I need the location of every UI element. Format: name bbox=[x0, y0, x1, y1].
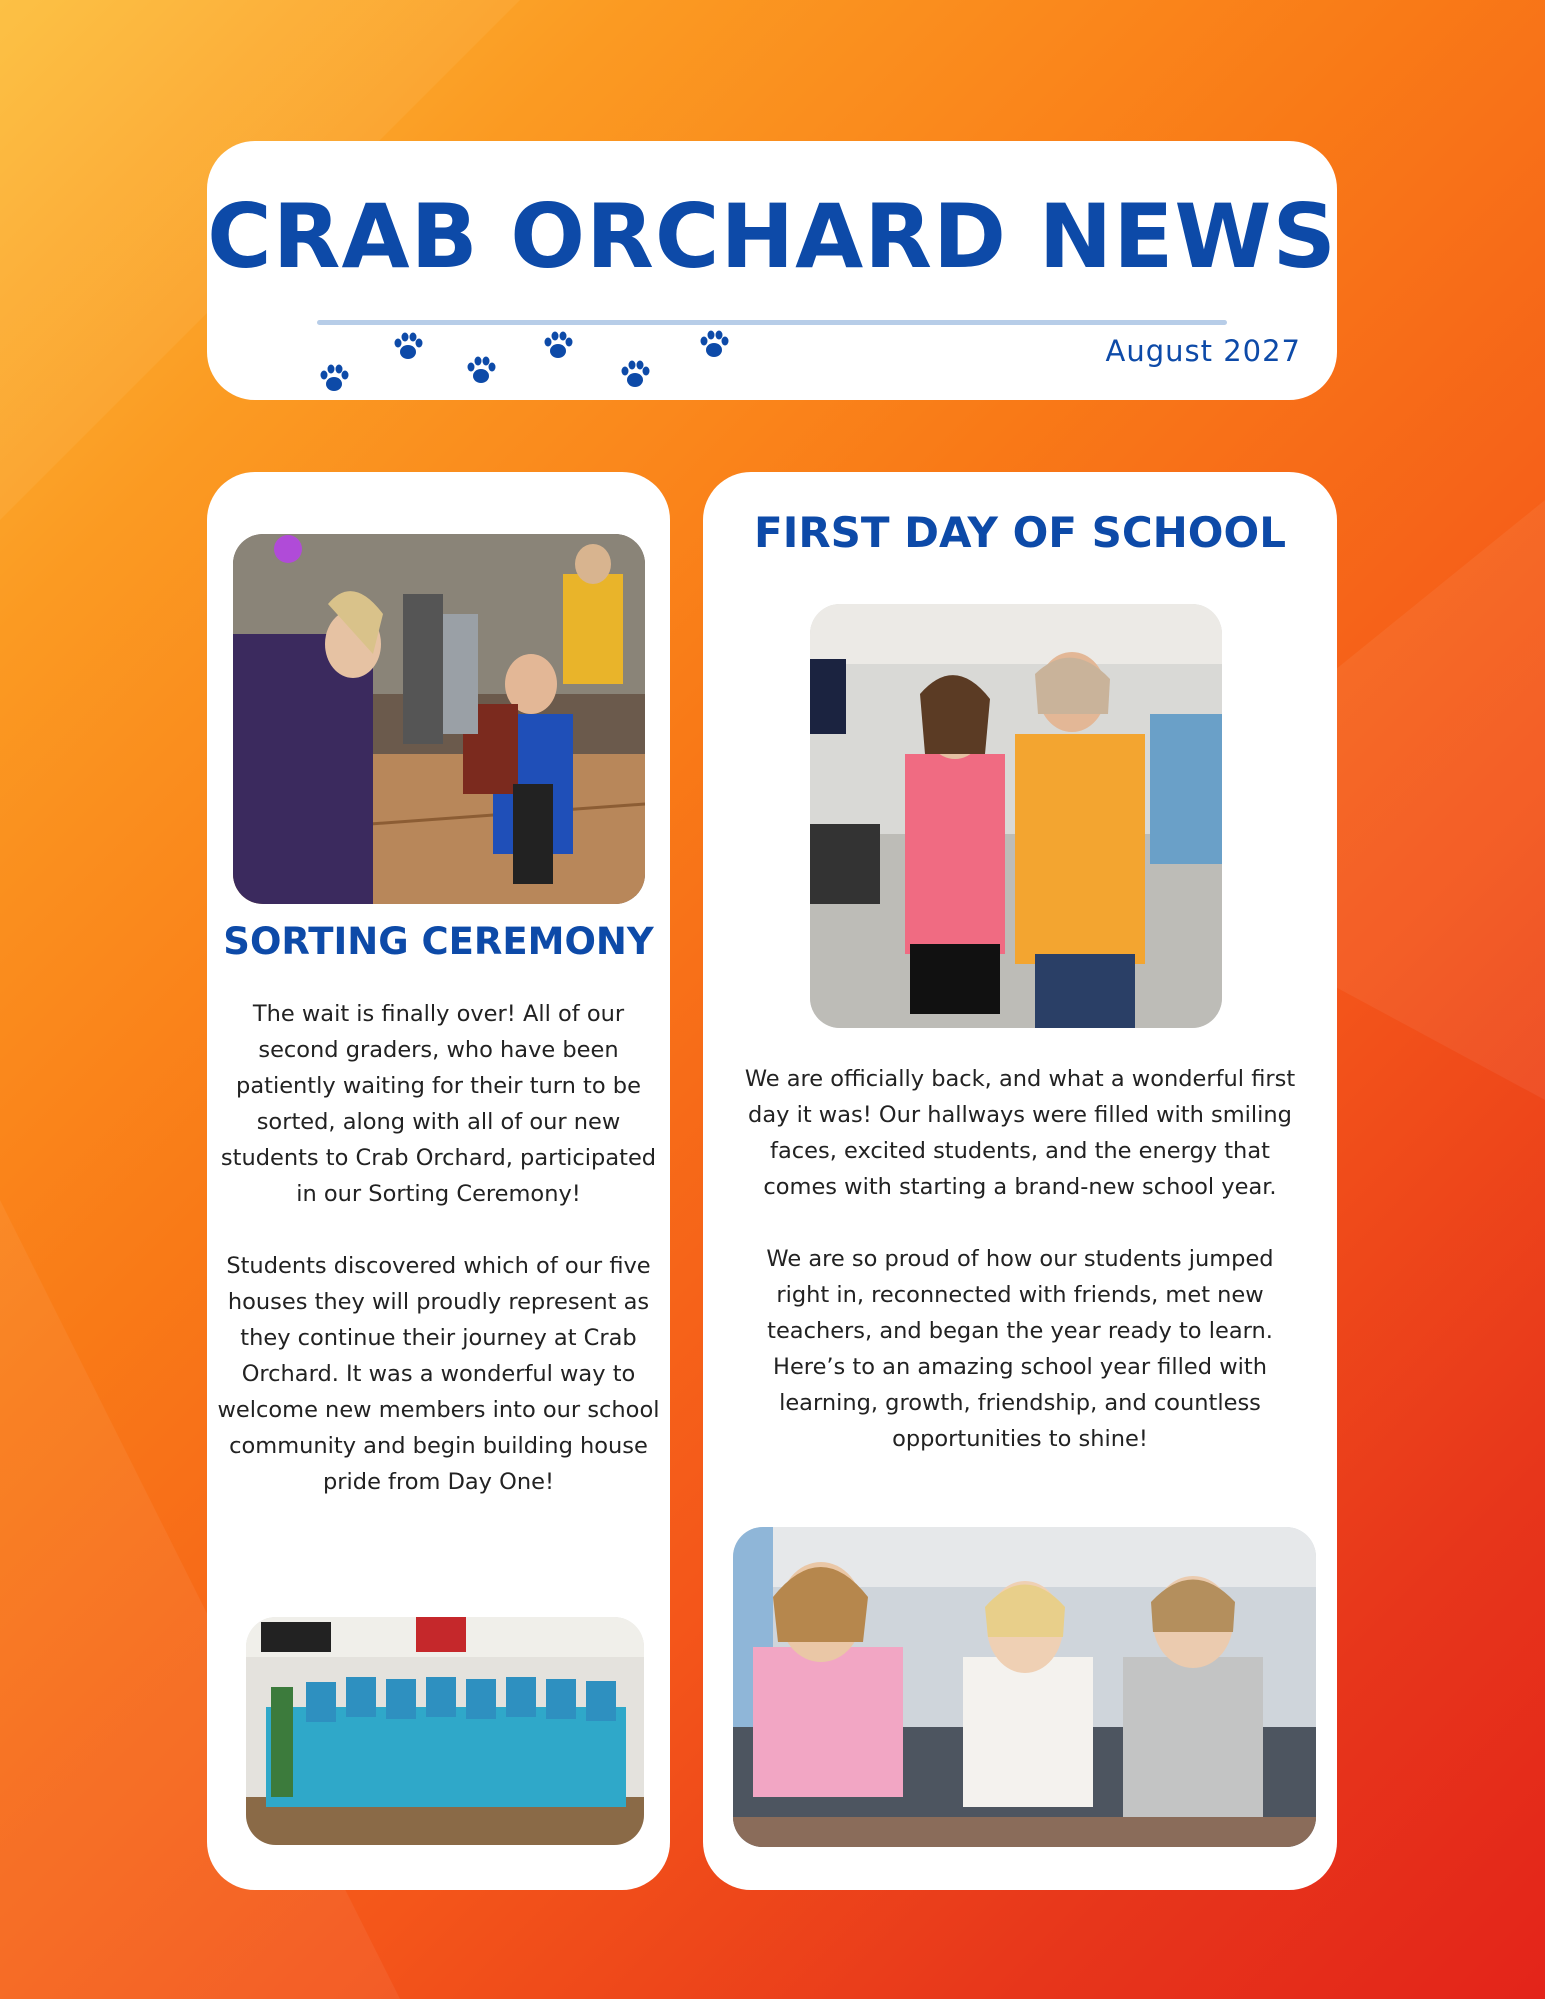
paragraph: We are so proud of how our students jumped right in, reconnected with friends, met new teachers, and began the year ready to learn. Here’s to an amazing school year filled with learning, growth, friendship, and countless opportunities to shine! bbox=[766, 1246, 1274, 1452]
sorting-ceremony-card bbox=[207, 472, 670, 1890]
section-heading-sorting-ceremony: SORTING CEREMONY bbox=[223, 920, 654, 963]
paragraph: We are officially back, and what a wonderful first day it was! Our hallways were filled with smiling faces, excited students, and the energy that comes with starting a brand-new school year. bbox=[744, 1066, 1296, 1200]
house-banner-photo bbox=[246, 1617, 644, 1845]
masthead-card bbox=[207, 141, 1337, 400]
first-day-card bbox=[703, 472, 1337, 1890]
paragraph: The wait is finally over! All of our second graders, who have been patiently waiting for their turn to be sorted, along with all of our new students to Crab Orchard, participated in our Sorting Ceremony! bbox=[220, 1001, 657, 1207]
paw-print-icon bbox=[464, 355, 498, 387]
title-divider bbox=[317, 320, 1227, 325]
first-day-text bbox=[741, 1061, 1299, 1493]
first-day-portrait-photo bbox=[810, 604, 1222, 1028]
paw-print-icon bbox=[618, 359, 652, 391]
paw-print-icon bbox=[317, 363, 351, 395]
paw-print-icon bbox=[697, 329, 731, 361]
paw-print-icon bbox=[391, 331, 425, 363]
issue-date: August 2027 bbox=[1105, 334, 1301, 368]
sorting-ceremony-text bbox=[215, 996, 662, 1536]
paragraph: Students discovered which of our five houses they will proudly represent as they continue their journey at Crab Orchard. It was a wonderful way to welcome new members into our school community and begin building house pride from Day One! bbox=[217, 1253, 660, 1495]
paw-print-icon bbox=[541, 330, 575, 362]
newsletter-title: CRAB ORCHARD NEWS bbox=[207, 185, 1337, 288]
sorting-ceremony-photo bbox=[233, 534, 645, 904]
students-cafeteria-photo bbox=[733, 1527, 1316, 1847]
section-heading-first-day: FIRST DAY OF SCHOOL bbox=[754, 508, 1286, 557]
